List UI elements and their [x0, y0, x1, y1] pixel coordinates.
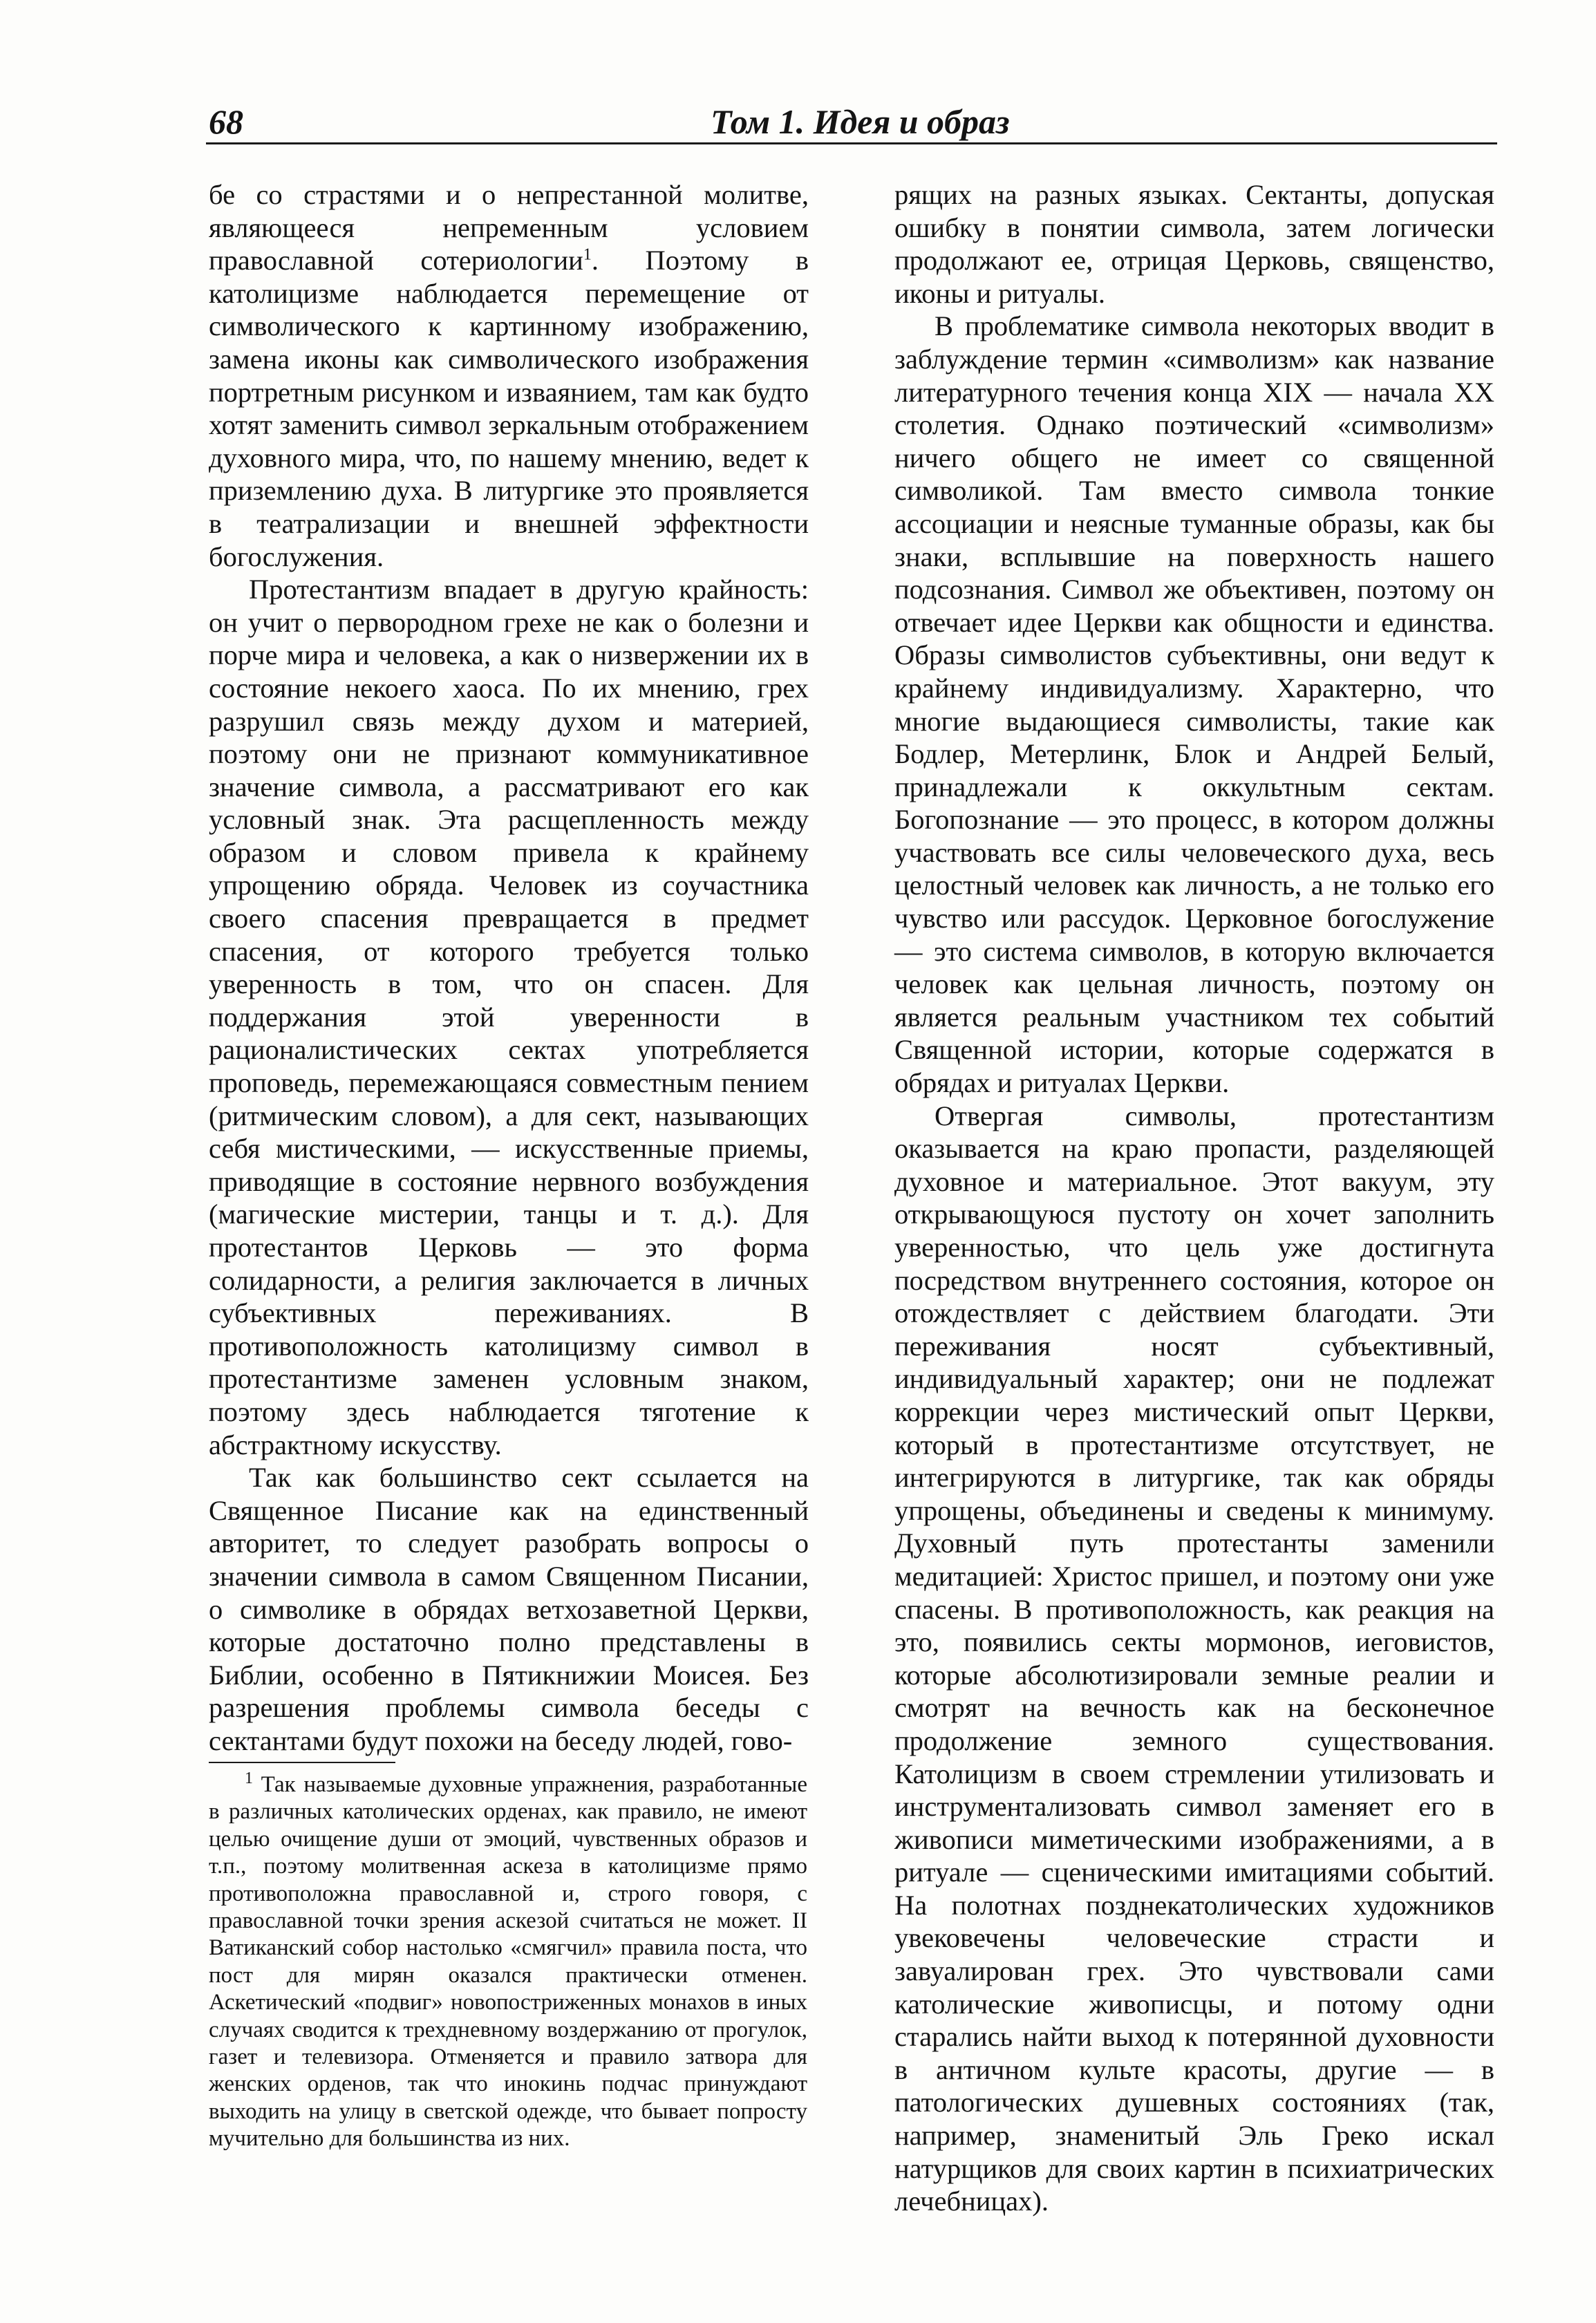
- right-paragraph-3: Отвергая символы, протестантизм оказывается на краю пропасти, разделяющей духовное и материальное. Этот вакуум, эту открывающуюся пустоту он хочет заполнить уверенностью, что цель уже достигнута посредством внутреннего состояния, которое он отождествляет с действием благодати. Эти переживания носят субъективный, индивидуальный характер; они не подлежат коррекции через мистический опыт Церкви, который в протестантизме отсутствует, не интегрируются в литургике, так как обряды упрощены, объединены и сведены к минимуму. Духовный путь протестанты заменили медитацией: Христос пришел, и поэтому они уже спасены. В противоположность, как реакция на это, появились секты мормонов, иеговистов, которые абсолютизировали земные реалии и смотрят на вечность как на бесконечное продолжение земного существования. Католицизм в своем стремлении утилизовать и инструментализовать символ заменяет его в живописи миметическими изображениями, а в ритуале — сценическими имитациями событий. На полотнах позднекатолических художников увековечены человеческие страсти и завуалирован грех. Это чувствовали сами католические живописцы, и потому одни старались найти выход к потерянной духовности в античном культе красоты, другие — в патологических душевных состояниях (так, например, знаменитый Эль Греко искал натурщиков для своих картин в психиатрических лечебницах).: [894, 1100, 1494, 2217]
- footnote-reference[interactable]: 1: [583, 245, 592, 264]
- footnote-text: Так называемые духовные упражнения, разработанные в различных католических орденах, как правило, не имеют целью очищение души от эмоций, чувственных образов и т.п., поэтому молитвенная аскеза в католицизме прямо противоположна православной и, строго говоря, с православной точки зрения аскезой считаться не может. II Ватиканский собор настолько «смягчил» правила поста, что пост для мирян оказался практически отменен. Аскетический «подвиг» новопостриженных монахов в иных случаях сводится к трехдневному воздержанию от прогулок, газет и телевизора. Отменяется и правило затвора для женских орденов, так что инокинь подчас принуждают выходить на улицу в светской одежде, что бывает попросту мучительно для большинства из них.: [209, 1772, 807, 2152]
- left-column: [209, 178, 809, 1758]
- footnote: [209, 1771, 807, 2153]
- footnote-paragraph: [209, 1771, 807, 2153]
- right-paragraph-2: В проблематике символа некоторых вводит в заблуждение термин «символизм» как название литературного течения конца XIX — начала XX столетия. Однако поэтический «символизм» ничего общего не имеет со священной символикой. Там вместо символа тонкие ассоциации и неясные туманные образы, как бы знаки, всплывшие на поверхность нашего подсознания. Символ же объективен, поэтому он отвечает идее Церкви как общности и единства. Образы символистов субъективны, они ведут к крайнему индивидуализму. Характерно, что многие выдающиеся символисты, такие как Бодлер, Метерлинк, Блок и Андрей Белый, принадлежали к оккультным сектам. Богопознание — это процесс, в котором должны участвовать все силы человеческого духа, весь целостный человек как личность, а не только его чувство или рассудок. Церковное богослужение — это система символов, в которую включается человек как цельная личность, поэтому он является реальным участником тех событий Священной истории, которые содержатся в обрядах и ритуалах Церкви.: [894, 310, 1494, 1099]
- left-paragraph-1-text-cont: . Поэтому в католицизме наблюдается перемещение от символического к картинному изображению, замена иконы как символического изображения портретным рисунком и изваянием, там как будто хотят заменить символ зеркальным отображением духовного мира, что, по нашему мнению, ведет к приземлению духа. В литургике это проявляется в театрализации и внешней эффектности богослужения.: [209, 245, 809, 572]
- running-title: Том 1. Идея и образ: [711, 102, 1010, 141]
- left-paragraph-2: Протестантизм впадает в другую крайность: он учит о первородном грехе не как о болезни и порче мира и человека, а как о низвержении их в состояние некоего хаоса. По их мнению, грех разрушил связь между духом и материей, поэтому они не признают коммуникативное значение символа, а рассматривают его как условный знак. Эта расщепленность между образом и словом привела к крайнему упрощению обряда. Человек из соучастника своего спасения превращается в предмет спасения, от которого требуется только уверенность в том, что он спасен. Для поддержания этой уверенности в рационалистических сектах употребляется проповедь, перемежающаяся совместным пением (ритмическим словом), а для сект, называющих себя мистическими, — искусственные приемы, приводящие в состояние нервного возбуждения (магические мистерии, танцы и т. д.). Для протестантов Церковь — это форма солидарности, а религия заключается в личных субъективных переживаниях. В противоположность католицизму символ в протестантизме заменен условным знаком, поэтому здесь наблюдается тяготение к абстрактному искусству.: [209, 574, 809, 1460]
- page-number: 68: [209, 102, 243, 141]
- right-column: [894, 178, 1494, 2218]
- left-paragraph-3: Так как большинство сект ссылается на Священное Писание как на единственный авторитет, то следует разобрать вопросы о значении символа в самом Священном Писании, о символике в обрядах ветхозаветной Церкви, которые достаточно полно представлены в Библии, особенно в Пятикнижии Моисея. Без разрешения проблемы символа беседы с сектантами будут похожи на беседу людей, гово-: [209, 1462, 809, 1756]
- running-header: [206, 101, 1497, 144]
- right-paragraph-1: рящих на разных языках. Сектанты, допуская ошибку в понятии символа, затем логически продолжают ее, отрицая Церковь, священство, иконы и ритуалы.: [894, 179, 1494, 309]
- left-paragraph-1: [209, 178, 809, 573]
- footnote-marker: 1: [245, 1769, 253, 1787]
- left-paragraph-1-text: бе со страстями и о непрестанной молитве, являющееся непременным условием православной сотериологии: [209, 179, 809, 276]
- footnote-separator: [209, 1762, 395, 1763]
